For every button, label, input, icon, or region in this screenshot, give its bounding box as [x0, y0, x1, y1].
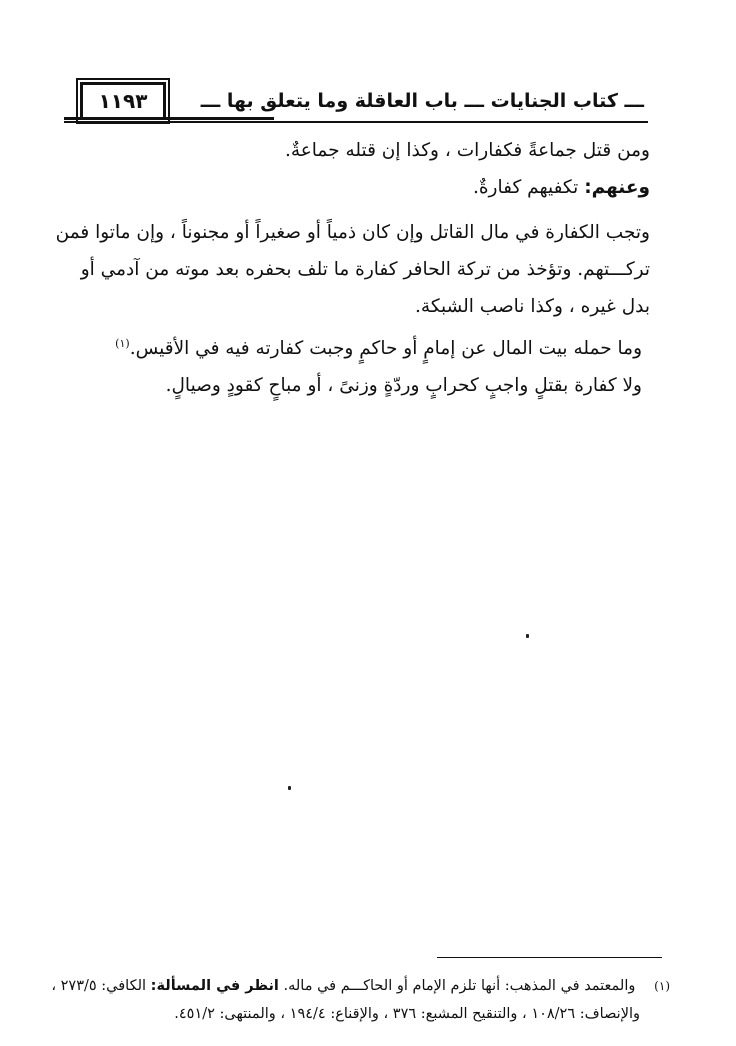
- footnote-number: (١): [654, 979, 670, 993]
- text-line-7: ولا كفارة بقتلٍ واجبٍ كحرابٍ وردّةٍ وزنىً ، أو مباحٍ كقودٍ وصيالٍ.: [165, 375, 642, 397]
- text-line-1: ومن قتل جماعةً فكفارات ، وكذا إن قتله جماعةٌ.: [284, 140, 650, 161]
- footnote-1-line-2: والإنصاف: ١٠٨/٢٦ ، والتنقيح المشبع: ٣٧٦ ، والإقناع: ١٩٤/٤ ، والمنتهى: ٤٥١/٢.: [174, 1006, 640, 1022]
- scan-speck: [288, 786, 291, 790]
- paragraph-gap: [60, 206, 650, 214]
- footnote-1-line-1: [50, 972, 670, 1000]
- text-line-3: وتجب الكفارة في مال القاتل وإن كان ذمياً أو صغيراً أو مجنوناً ، وإن ماتوا فمن: [55, 222, 650, 243]
- footnote-1-text-a: والمعتمد في المذهب: أنها تلزم الإمام أو الحاكـــم في ماله.: [283, 978, 636, 994]
- footnote-reference[interactable]: (١): [115, 337, 130, 350]
- text-line-6-text: وما حمله بيت المال عن إمامٍ أو حاكمٍ وجبت كفارته فيه في الأقيس.: [129, 338, 642, 360]
- main-text: [55, 132, 650, 404]
- page-number-text: ١١٩٣: [98, 89, 148, 113]
- footnotes: [50, 972, 670, 1028]
- footnote-separator: [437, 957, 662, 958]
- header-rule-thick: [64, 117, 274, 120]
- page-number: [80, 82, 166, 120]
- scan-speck: [526, 634, 529, 638]
- text-line-5: بدل غيره ، وكذا ناصب الشبكة.: [415, 296, 650, 317]
- text-line-2-bold-prefix: وعنهم:: [584, 177, 650, 198]
- footnote-1-text-b: الكافي: ٢٧٣/٥ ،: [51, 978, 147, 994]
- running-header-title: ـــ كتاب الجنايات ـــ باب العاقلة وما يتعلق بها ـــ: [200, 90, 644, 112]
- text-line-2: [60, 169, 650, 206]
- text-line-6: [60, 325, 650, 367]
- footnote-1-bold: انظر في المسألة:: [150, 978, 279, 994]
- header-rule: [64, 121, 648, 123]
- text-line-4: تركـــتهم. وتؤخذ من تركة الحافر كفارة ما تلف بحفره بعد موته من آدمي أو: [80, 259, 650, 280]
- text-line-2-rest: تكفيهم كفارةٌ.: [472, 177, 579, 198]
